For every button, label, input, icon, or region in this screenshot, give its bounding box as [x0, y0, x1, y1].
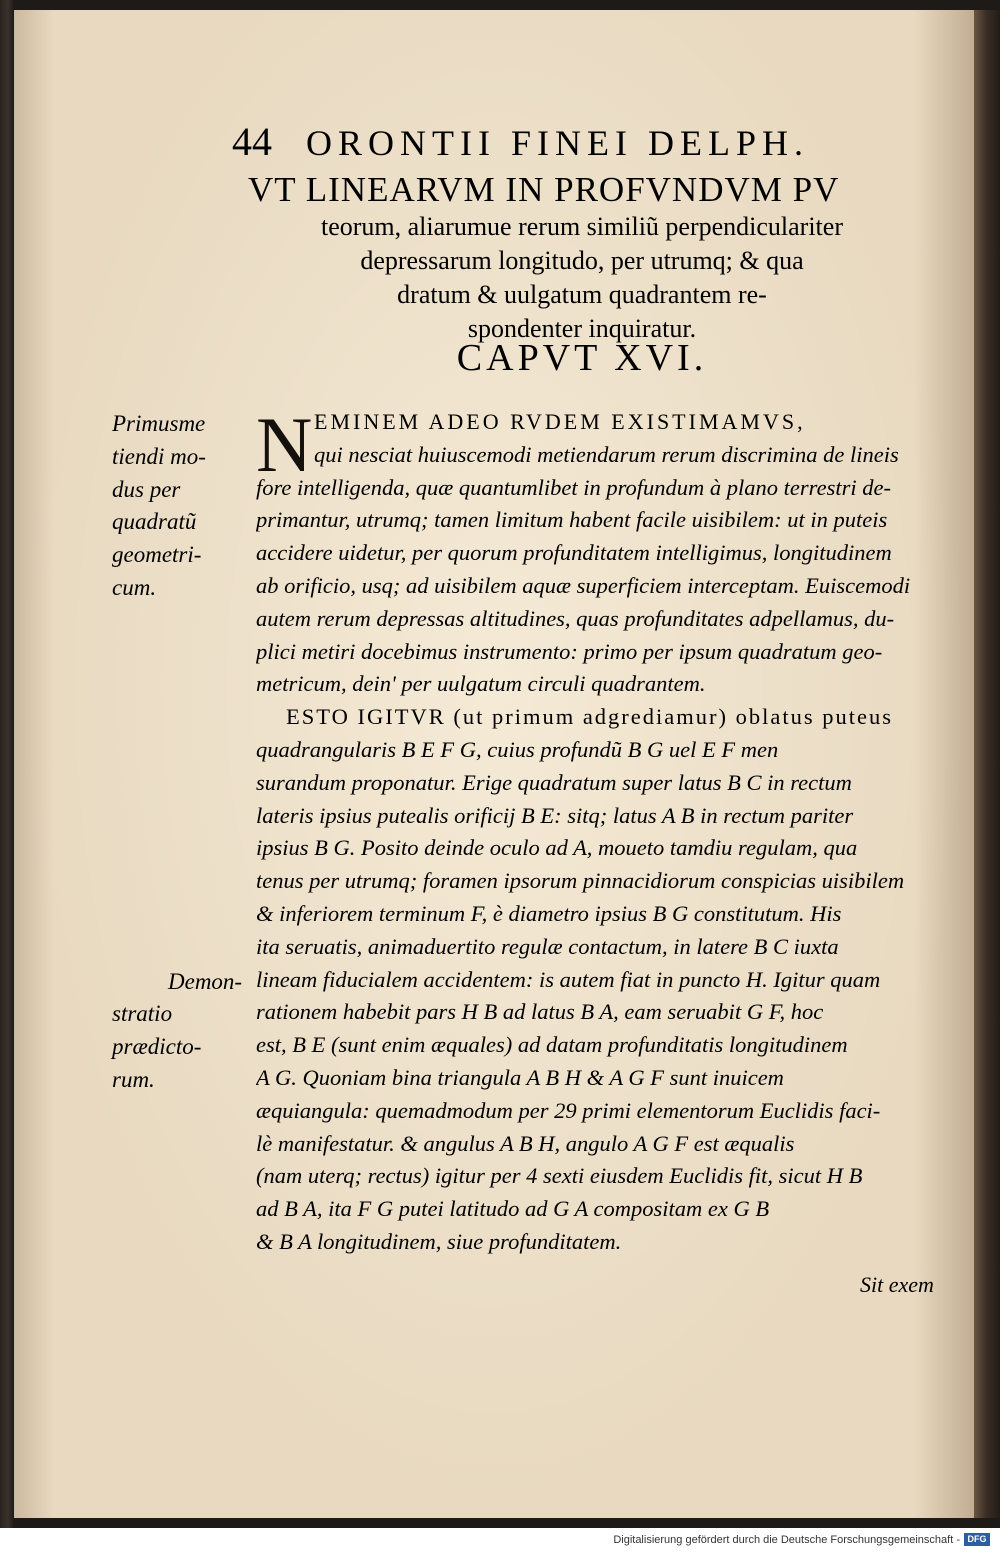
funding-credit: Digitalisierung gefördert durch die Deutsche Forschungsgemeinschaft -: [613, 1534, 960, 1546]
heading-line: teorum, aliarumue rerum similiũ perpendiculariter: [321, 212, 843, 241]
text-line: EMINEM ADEO RVDEM EXISTIMAMVS,: [314, 409, 806, 434]
text-line: est, B E (sunt enim æquales) ad datam profunditatis longitudinem: [256, 1032, 848, 1058]
margin-note-line: rum.: [112, 1066, 155, 1092]
page-number: 44: [232, 119, 272, 164]
margin-note-line: Primusme: [112, 411, 206, 436]
margin-note-line: tiendi mo-: [112, 443, 206, 469]
heading-line: depressarum longitudo, per utrumq; & qua: [360, 246, 804, 275]
body-text: [256, 401, 956, 1259]
text-line: ita seruatis, animaduertito regulæ contactum, in latere B C iuxta: [256, 933, 839, 959]
page-gutter-edge: [974, 10, 1000, 1518]
text-line: (nam uterq; rectus) igitur per 4 sexti eiusdem Euclidis fit, sicut H B: [256, 1163, 863, 1189]
chapter-heading: [232, 170, 932, 346]
text-line: accidere uidetur, per quorum profunditatem intelligimus, longitudinem: [256, 540, 892, 566]
heading-line: dratum & uulgatum quadrantem re-: [397, 280, 767, 309]
text-line: quadrangularis B E F G, cuius profundũ B G uel E F men: [256, 736, 779, 762]
running-head: [232, 118, 922, 172]
dfg-logo: DFG: [964, 1533, 990, 1546]
margin-note-demonstration: [112, 966, 252, 1097]
text-line: fore intelligenda, quæ quantumlibet in profundum à plano terrestri de-: [256, 474, 891, 500]
heading-line: spondenter inquiratur.: [467, 314, 697, 343]
margin-note-line: quadratũ: [112, 509, 197, 535]
text-line: & inferiorem terminum F, è diametro ipsius B G constitutum. His: [256, 900, 842, 926]
margin-note-line: prædicto-: [112, 1034, 202, 1060]
text-line: autem rerum depressas altitudines, quas profunditates adpellamus, du-: [256, 605, 895, 631]
text-line: lè manifestatur. & angulus A B H, angulo A G F est æqualis: [256, 1130, 795, 1156]
text-line: surandum proponatur. Erige quadratum super latus B C in rectum: [256, 769, 852, 795]
margin-notes: [112, 408, 252, 1097]
chapter-number: CAPVT XVI.: [456, 337, 708, 379]
margin-note-line: stratio: [112, 1001, 173, 1027]
text-line: tenus per utrumq; foramen ipsorum pinnacidiorum conspicias uisibilem: [256, 868, 905, 894]
digitization-footer: [0, 1528, 1000, 1553]
text-line: ab orificio, usq; ad uisibilem aquæ superficiem interceptam. Euiscemodi: [256, 572, 911, 598]
text-line: plici metiri docebimus instrumento: primo per ipsum quadratum geo-: [256, 638, 883, 664]
margin-note-line: dus per: [112, 476, 181, 502]
text-line: ipsius B G. Posito deinde oculo ad A, moueto tamdiu regulam, qua: [256, 835, 858, 861]
text-line: qui nesciat huiuscemodi metiendarum rerum discrimina de lineis: [314, 441, 899, 467]
text-line: & B A longitudinem, siue profunditatem.: [256, 1228, 622, 1254]
text-line: lateris ipsius putealis orificij B E: sitq; latus A B in rectum pariter: [256, 802, 854, 828]
margin-note-line: geometri-: [112, 542, 202, 568]
margin-note-line: Demon-: [168, 968, 243, 994]
text-line: æquiangula: quemadmodum per 29 primi elementorum Euclidis faci-: [256, 1097, 881, 1123]
margin-spacer: [112, 605, 252, 966]
margin-note-line: cum.: [112, 574, 157, 600]
text-line: metricum, dein' per uulgatum circuli quadrantem.: [256, 671, 706, 697]
text-line: lineam fiducialem accidentem: is autem fiat in puncto H. Igitur quam: [256, 966, 881, 992]
running-title: ORONTII FINEI DELPH.: [306, 123, 809, 163]
text-line: A G. Quoniam bina triangula A B H & A G F sunt inuicem: [256, 1064, 784, 1090]
catchword: Sit exem: [860, 1272, 934, 1297]
text-line: primantur, utrumq; tamen limitum habent facile uisibilem: ut in puteis: [256, 507, 888, 533]
text-line: ad B A, ita F G putei latitudo ad G A compositam ex G B: [256, 1196, 770, 1222]
text-line: ESTO IGITVR (ut primum adgrediamur) oblatus puteus: [286, 704, 893, 730]
margin-note-method: [112, 408, 252, 605]
drop-capital: N: [256, 401, 313, 488]
heading-line: VT LINEARVM IN PROFVNDVM PV: [248, 170, 840, 209]
text-line: rationem habebit pars H B ad latus B A, eam seruabit G F, hoc: [256, 999, 824, 1025]
